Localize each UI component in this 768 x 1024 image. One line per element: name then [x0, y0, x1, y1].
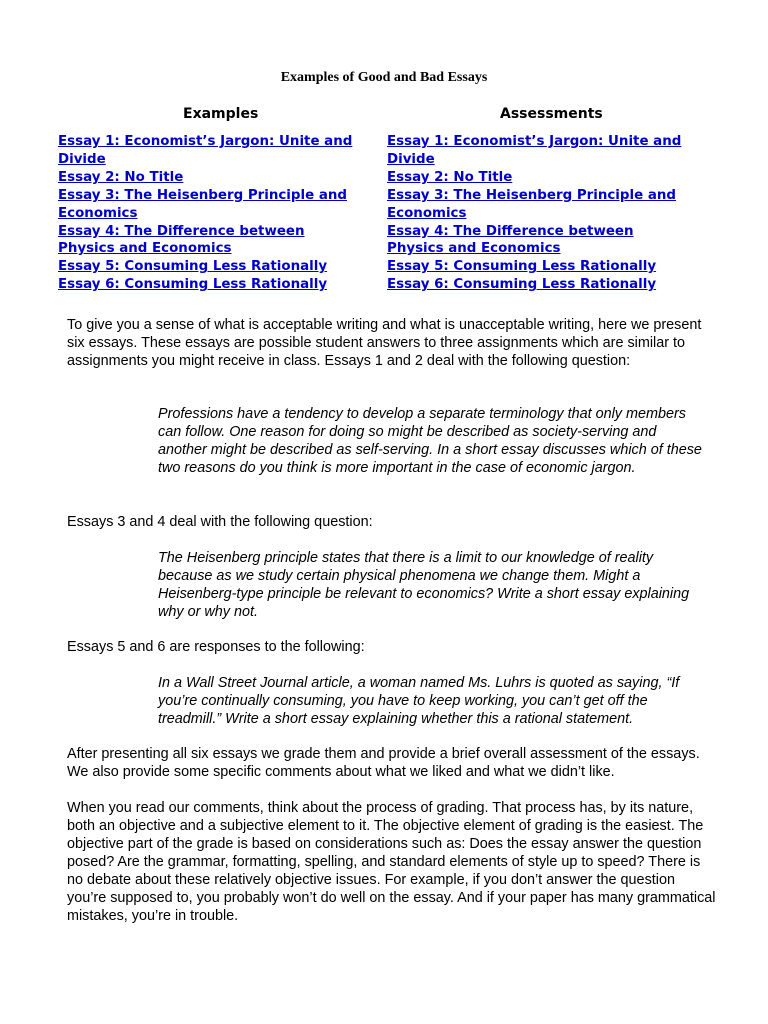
assessments-list-item [387, 187, 687, 223]
example-essay-4-link[interactable]: Essay 4: The Difference between Physics and Economics [58, 223, 305, 257]
question-1-quote: Professions have a tendency to develop a separate terminology that only members can follow. One reason for doing so might be described as society-serving and another might be described as self-serving. In a short essay discusses which of these two reasons do you think is more important in the case of economic jargon. [158, 406, 702, 476]
examples-list-item [58, 276, 358, 294]
assessments-list-item [387, 223, 687, 259]
assessment-essay-1-link[interactable]: Essay 1: Economist’s Jargon: Unite and Divide [387, 134, 682, 167]
examples-header: Examples [183, 106, 259, 122]
essays-3-4-intro: Essays 3 and 4 deal with the following question: [67, 514, 373, 530]
example-essay-5-link[interactable]: Essay 5: Consuming Less Rationally [58, 259, 328, 275]
document-title: Examples of Good and Bad Essays [280, 70, 488, 85]
examples-list-item [58, 169, 358, 187]
examples-list-item [58, 223, 358, 259]
assessments-list-item [387, 276, 687, 294]
examples-list-item [58, 187, 358, 223]
essays-5-6-intro: Essays 5 and 6 are responses to the following: [67, 639, 365, 655]
example-essay-1-link[interactable]: Essay 1: Economist’s Jargon: Unite and Divide [58, 134, 353, 167]
example-essay-6-link[interactable]: Essay 6: Consuming Less Rationally [58, 277, 328, 293]
examples-list-item [58, 133, 358, 169]
example-essay-2-link[interactable]: Essay 2: No Title [58, 169, 184, 185]
intro-paragraph: To give you a sense of what is acceptable writing and what is unacceptable writing, here we present six essays. These essays are possible student answers to three assignments which are similar to assignments you might receive in class. Essays 1 and 2 deal with the following question: [67, 317, 702, 369]
question-2-quote: The Heisenberg principle states that there is a limit to our knowledge of reality because as we study certain physical phenomena we change them. Might a Heisenberg-type principle be relevant to economics? Write a short essay explaining why or why not. [158, 550, 690, 620]
assessment-essay-5-link[interactable]: Essay 5: Consuming Less Rationally [387, 259, 657, 275]
assessment-overview-paragraph: After presenting all six essays we grade them and provide a brief overall assessment of the essays. We also provide some specific comments about what we liked and what we didn’t like. [67, 746, 700, 780]
examples-link-list [58, 133, 358, 294]
assessment-essay-4-link[interactable]: Essay 4: The Difference between Physics and Economics [387, 223, 634, 257]
assessment-essay-3-link[interactable]: Essay 3: The Heisenberg Principle and Economics [387, 187, 676, 221]
assessments-list-item [387, 258, 687, 276]
assessments-list-item [387, 169, 687, 187]
assessments-list-item [387, 133, 687, 169]
assessments-link-list [387, 133, 687, 294]
examples-list-item [58, 258, 358, 276]
question-3-quote: In a Wall Street Journal article, a woman named Ms. Luhrs is quoted as saying, “If you’re continually consuming, you have to keep working, you can’t get off the treadmill.” Write a short essay explaining whether this a rational statement. [158, 675, 680, 727]
assessments-header: Assessments [500, 106, 603, 122]
assessment-essay-6-link[interactable]: Essay 6: Consuming Less Rationally [387, 277, 657, 293]
grading-paragraph: When you read our comments, think about the process of grading. That process has, by its nature, both an objective and a subjective element to it. The objective element of grading is the easiest. The objective part of the grade is based on considerations such as: Does the essay answer the question posed? Are the grammar, formatting, spelling, and standard elements of style up to speed? There is no debate about these relatively objective issues. For example, if you don’t answer the question you’re supposed to, you probably won’t do well on the essay. And if your paper has many grammatical mistakes, you’re in trouble. [67, 800, 716, 924]
example-essay-3-link[interactable]: Essay 3: The Heisenberg Principle and Economics [58, 187, 347, 221]
assessment-essay-2-link[interactable]: Essay 2: No Title [387, 169, 513, 185]
